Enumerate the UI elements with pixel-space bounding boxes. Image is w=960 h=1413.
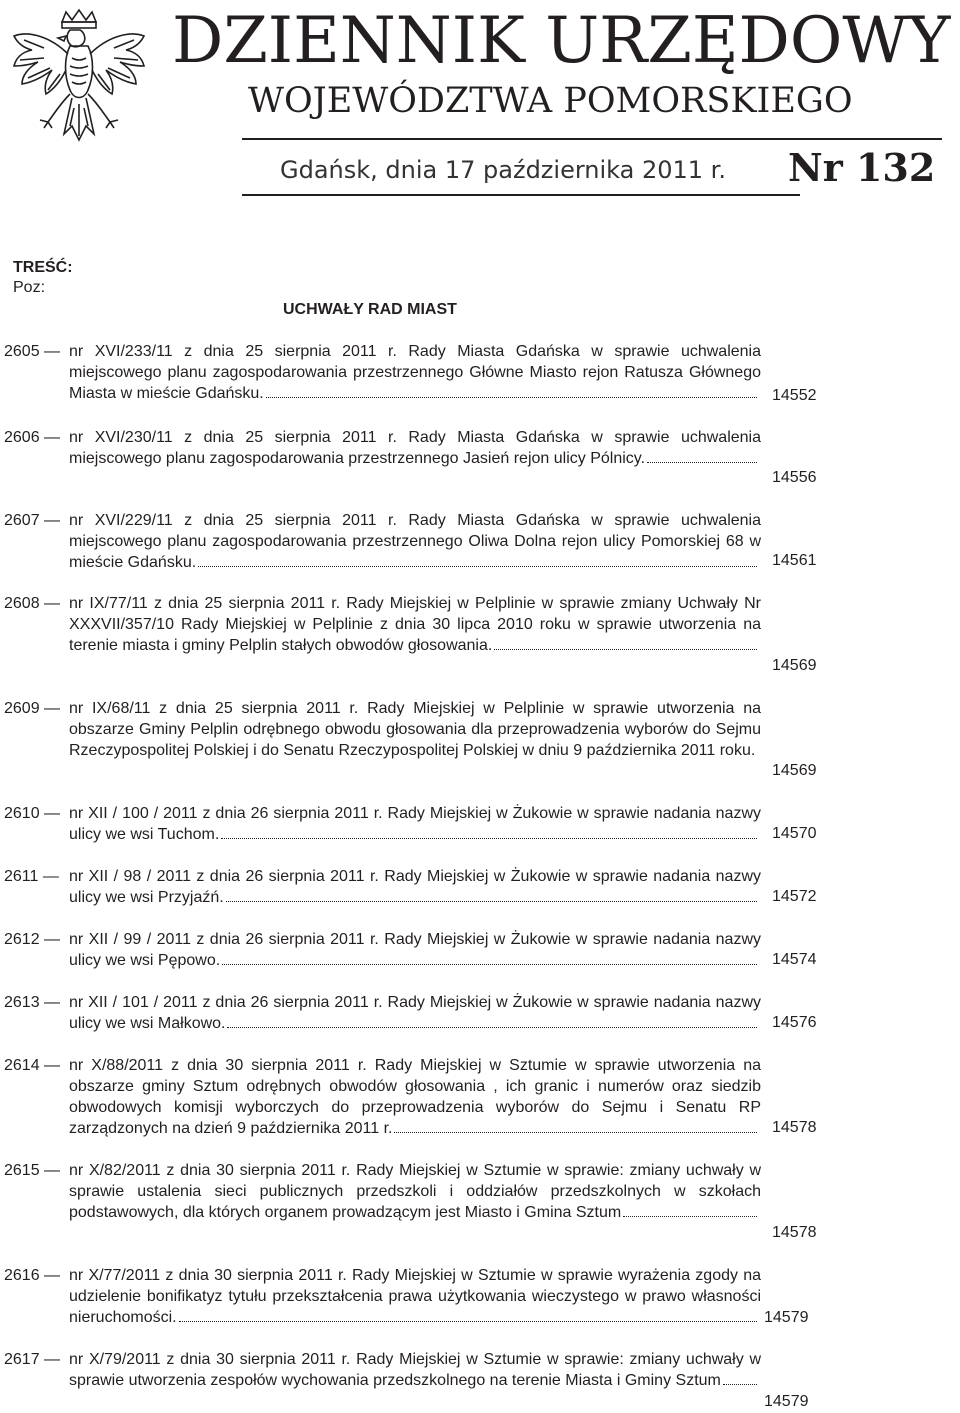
polish-eagle-emblem-icon bbox=[4, 8, 154, 158]
entry-number: 2615 — bbox=[4, 1162, 61, 1179]
section-title: UCHWAŁY RAD MIAST bbox=[283, 301, 457, 318]
entry-page: 14552 bbox=[772, 387, 817, 404]
entry-text: nr XVI/233/11 z dnia 25 sierpnia 2011 r. Rady Miasta Gdańska w sprawie uchwalenia miejscowego planu zagospodarowania przestrzennego Główne Miasto rejon Ratusza Głównego Miasta w mieście Gdańsku. bbox=[69, 343, 761, 402]
entry-number: 2605 — bbox=[4, 343, 61, 360]
entry-text: nr X/77/2011 z dnia 30 sierpnia 2011 r. Rady Miejskiej w Sztumie w sprawie wyrażenia zgody na udzielenie bonifikatyz tytułu przekształcenia prawa użytkowania wieczystego w prawo własności nieruchomości. bbox=[69, 1267, 761, 1326]
entry-page: 14579 bbox=[764, 1309, 809, 1326]
entry-text: nr X/88/2011 z dnia 30 sierpnia 2011 r. Rady Miejskiej w Sztumie w sprawie utworzenia na obszarze gminy Sztum odrębnych obwodów głosowania , ich granic i numerów oraz siedzib obwodowych komisji wyborczych do przeprowadzenia wyborów do Sejmu i Senatu RP zarządzonych na dzień 9 października 2011 r. bbox=[69, 1057, 761, 1137]
journal-subtitle: WOJEWÓDZTWA POMORSKIEGO bbox=[248, 81, 853, 121]
entry-page: 14569 bbox=[772, 657, 817, 674]
issue-number: Nr 132 bbox=[788, 145, 936, 190]
entry-number: 2611 — bbox=[4, 868, 59, 885]
issue-date: Gdańsk, dnia 17 października 2011 r. bbox=[280, 156, 726, 184]
toc-heading: TREŚĆ: bbox=[13, 259, 73, 276]
entry-text: nr XVI/230/11 z dnia 25 sierpnia 2011 r. Rady Miasta Gdańska w sprawie uchwalenia miejscowego planu zagospodarowania przestrzennego Jasień rejon ulicy Pólnicy. bbox=[69, 429, 761, 467]
entry-text: nr IX/68/11 z dnia 25 sierpnia 2011 r. Rady Miejskiej w Pelplinie w sprawie utworzenia na obszarze Gminy Pelplin odrębnego obwodu głosowania dla przeprowadzenia wyborów do Sejmu Rzeczypospolitej Polskiej i do Senatu Rzeczypospolitej Polskiej w dniu 9 października 2011 roku. bbox=[69, 700, 761, 759]
entry-text: nr X/82/2011 z dnia 30 sierpnia 2011 r. Rady Miejskiej w Sztumie w sprawie: zmiany uchwały w sprawie ustalenia sieci publicznych przedszkoli i oddziałów przedszkolnych w szkołach podstawowych, dla których organem prowadzącym jest Miasto i Gmina Sztum bbox=[69, 1162, 761, 1221]
entry-text: nr IX/77/11 z dnia 25 sierpnia 2011 r. Rady Miejskiej w Pelplinie w sprawie zmiany Uchwały Nr XXXVII/357/10 Rady Miejskiej w Pelplinie z dnia 30 lipca 2010 roku w sprawie utworzenia na terenie miasta i gminy Pelplin stałych obwodów głosowania. bbox=[69, 595, 761, 654]
entry-page: 14578 bbox=[772, 1119, 817, 1136]
entry-text: nr XII / 99 / 2011 z dnia 26 sierpnia 2011 r. Rady Miejskiej w Żukowie w sprawie nadania nazwy ulicy we wsi Pępowo. bbox=[69, 931, 761, 969]
entry-number: 2607 — bbox=[4, 512, 61, 529]
entry-text: nr XII / 100 / 2011 z dnia 26 sierpnia 2011 r. Rady Miejskiej w Żukowie w sprawie nadania nazwy ulicy we wsi Tuchom. bbox=[69, 805, 761, 843]
entry-number: 2608 — bbox=[4, 595, 61, 612]
entry-number: 2617 — bbox=[4, 1351, 61, 1368]
entry-number: 2606 — bbox=[4, 429, 61, 446]
entry-number: 2612 — bbox=[4, 931, 61, 948]
entry-number: 2609 — bbox=[4, 700, 61, 717]
entry-text: nr XII / 98 / 2011 z dnia 26 sierpnia 2011 r. Rady Miejskiej w Żukowie w sprawie nadania nazwy ulicy we wsi Przyjaźń. bbox=[69, 868, 761, 906]
entry-page: 14561 bbox=[772, 552, 817, 569]
entry-number: 2616 — bbox=[4, 1267, 61, 1284]
entry-page: 14578 bbox=[772, 1224, 817, 1241]
entry-text: nr XVI/229/11 z dnia 25 sierpnia 2011 r. Rady Miasta Gdańska w sprawie uchwalenia miejscowego planu zagospodarowania przestrzennego Oliwa Dolna rejon ulicy Pomorskiej 68 w mieście Gdańsku. bbox=[69, 512, 761, 571]
journal-title: DZIENNIK URZĘDOWY bbox=[172, 4, 951, 78]
entry-page: 14570 bbox=[772, 825, 817, 842]
entry-page: 14579 bbox=[764, 1393, 809, 1410]
toc-poz-label: Poz: bbox=[13, 279, 46, 296]
entry-number: 2613 — bbox=[4, 994, 61, 1011]
masthead-rule bbox=[242, 138, 942, 140]
entry-number: 2614 — bbox=[4, 1057, 61, 1074]
entry-page: 14572 bbox=[772, 888, 817, 905]
masthead-rule-bottom bbox=[242, 194, 800, 196]
entry-page: 14576 bbox=[772, 1014, 817, 1031]
entry-page: 14556 bbox=[772, 469, 817, 486]
entry-page: 14569 bbox=[772, 762, 817, 779]
entry-page: 14574 bbox=[772, 951, 817, 968]
entry-text: nr X/79/2011 z dnia 30 sierpnia 2011 r. Rady Miejskiej w Sztumie w sprawie: zmiany uchwały w sprawie utworzenia zespołów wychowania przedszkolnego na terenie Miasta i Gminy Sztum bbox=[69, 1351, 761, 1389]
entry-text: nr XII / 101 / 2011 z dnia 26 sierpnia 2011 r. Rady Miejskiej w Żukowie w sprawie nadania nazwy ulicy we wsi Małkowo. bbox=[69, 994, 761, 1032]
entry-number: 2610 — bbox=[4, 805, 61, 822]
